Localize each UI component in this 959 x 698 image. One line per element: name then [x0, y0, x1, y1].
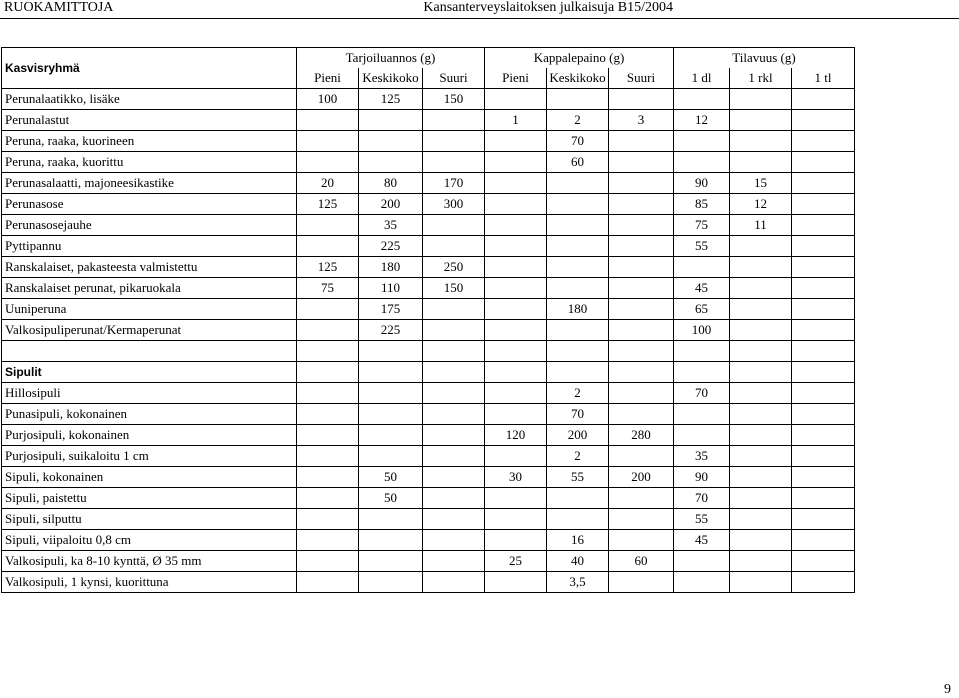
value-cell: 200: [547, 425, 609, 446]
subheader-cell: 1 rkl: [730, 68, 792, 89]
value-cell: [423, 467, 485, 488]
value-cell: [792, 572, 855, 593]
empty-cell: [297, 341, 359, 362]
value-cell: 3,5: [547, 572, 609, 593]
value-cell: 20: [297, 173, 359, 194]
row-name: Perunasosejauhe: [2, 215, 297, 236]
value-cell: [609, 89, 674, 110]
row-name: Perunalastut: [2, 110, 297, 131]
value-cell: 15: [730, 173, 792, 194]
value-cell: [792, 110, 855, 131]
row-name: Perunasose: [2, 194, 297, 215]
value-cell: [423, 572, 485, 593]
table-row: [2, 110, 855, 131]
value-cell: 50: [359, 467, 423, 488]
value-cell: [730, 425, 792, 446]
value-cell: 30: [485, 467, 547, 488]
value-cell: 200: [609, 467, 674, 488]
value-cell: [792, 236, 855, 257]
value-cell: [423, 488, 485, 509]
table-row: [2, 215, 855, 236]
measures-table: [1, 47, 855, 593]
row-name: Purjosipuli, suikaloitu 1 cm: [2, 446, 297, 467]
value-cell: 225: [359, 236, 423, 257]
value-cell: [730, 488, 792, 509]
row-name: Valkosipuliperunat/Kermaperunat: [2, 320, 297, 341]
value-cell: 25: [485, 551, 547, 572]
value-cell: [297, 152, 359, 173]
category-header: Kasvisryhmä: [2, 48, 297, 89]
section-row: [2, 362, 855, 383]
value-cell: [297, 425, 359, 446]
running-header-left: RUOKAMITTOJA: [4, 0, 114, 15]
table-row: [2, 572, 855, 593]
value-cell: 55: [674, 509, 730, 530]
value-cell: [359, 509, 423, 530]
value-cell: [485, 131, 547, 152]
value-cell: [423, 425, 485, 446]
empty-cell: [547, 341, 609, 362]
value-cell: [609, 194, 674, 215]
value-cell: [547, 194, 609, 215]
row-name: Perunasalaatti, majoneesikastike: [2, 173, 297, 194]
value-cell: [359, 131, 423, 152]
value-cell: 70: [547, 404, 609, 425]
value-cell: 250: [423, 257, 485, 278]
value-cell: [359, 530, 423, 551]
value-cell: [547, 89, 609, 110]
value-cell: [730, 467, 792, 488]
value-cell: [485, 299, 547, 320]
section-title: Sipulit: [2, 362, 297, 383]
value-cell: [423, 446, 485, 467]
value-cell: 55: [674, 236, 730, 257]
group-header-serving: Tarjoiluannos (g): [297, 48, 485, 69]
value-cell: [297, 467, 359, 488]
value-cell: 11: [730, 215, 792, 236]
value-cell: [609, 488, 674, 509]
value-cell: 90: [674, 467, 730, 488]
value-cell: 12: [730, 194, 792, 215]
value-cell: [792, 299, 855, 320]
value-cell: 150: [423, 89, 485, 110]
value-cell: [792, 194, 855, 215]
value-cell: 2: [547, 446, 609, 467]
value-cell: [674, 404, 730, 425]
table-row: [2, 131, 855, 152]
value-cell: [730, 530, 792, 551]
value-cell: [730, 152, 792, 173]
value-cell: [485, 194, 547, 215]
value-cell: [730, 257, 792, 278]
value-cell: [423, 530, 485, 551]
value-cell: [730, 131, 792, 152]
value-cell: [609, 152, 674, 173]
value-cell: [674, 89, 730, 110]
table-row: [2, 89, 855, 110]
value-cell: [792, 446, 855, 467]
value-cell: [609, 236, 674, 257]
value-cell: [297, 236, 359, 257]
subheader-cell: Suuri: [609, 68, 674, 89]
value-cell: 200: [359, 194, 423, 215]
value-cell: [792, 257, 855, 278]
value-cell: [609, 278, 674, 299]
value-cell: 180: [547, 299, 609, 320]
value-cell: [792, 173, 855, 194]
value-cell: [547, 257, 609, 278]
table-row: [2, 152, 855, 173]
value-cell: 225: [359, 320, 423, 341]
value-cell: [674, 572, 730, 593]
value-cell: [297, 299, 359, 320]
empty-cell: [423, 362, 485, 383]
spacer-row: [2, 341, 855, 362]
header-rule: [0, 18, 959, 19]
value-cell: [792, 530, 855, 551]
value-cell: [792, 215, 855, 236]
value-cell: [609, 257, 674, 278]
value-cell: [609, 173, 674, 194]
value-cell: 1: [485, 110, 547, 131]
value-cell: [730, 446, 792, 467]
value-cell: [485, 509, 547, 530]
value-cell: 70: [674, 488, 730, 509]
empty-cell: [674, 341, 730, 362]
value-cell: [423, 299, 485, 320]
value-cell: [485, 257, 547, 278]
table-row: [2, 173, 855, 194]
value-cell: [547, 173, 609, 194]
value-cell: [485, 278, 547, 299]
value-cell: [609, 404, 674, 425]
value-cell: [485, 383, 547, 404]
value-cell: [359, 152, 423, 173]
value-cell: [423, 236, 485, 257]
empty-cell: [609, 341, 674, 362]
row-name: Ranskalaiset perunat, pikaruokala: [2, 278, 297, 299]
row-name: Pyttipannu: [2, 236, 297, 257]
empty-cell: [485, 341, 547, 362]
group-header-piece: Kappalepaino (g): [485, 48, 674, 69]
value-cell: 60: [547, 152, 609, 173]
value-cell: [359, 110, 423, 131]
value-cell: 3: [609, 110, 674, 131]
value-cell: [609, 131, 674, 152]
table-row: [2, 320, 855, 341]
value-cell: [792, 488, 855, 509]
value-cell: [359, 446, 423, 467]
value-cell: [485, 446, 547, 467]
row-name: Perunalaatikko, lisäke: [2, 89, 297, 110]
value-cell: [423, 152, 485, 173]
value-cell: [730, 404, 792, 425]
value-cell: 65: [674, 299, 730, 320]
empty-cell: [730, 341, 792, 362]
value-cell: 100: [297, 89, 359, 110]
value-cell: 120: [485, 425, 547, 446]
value-cell: 35: [359, 215, 423, 236]
page-number: 9: [944, 682, 951, 697]
table-row: [2, 404, 855, 425]
empty-cell: [792, 362, 855, 383]
running-header-right: Kansanterveyslaitoksen julkaisuja B15/2004: [423, 0, 673, 15]
value-cell: [730, 110, 792, 131]
row-name: Sipuli, silputtu: [2, 509, 297, 530]
row-name: Punasipuli, kokonainen: [2, 404, 297, 425]
value-cell: 16: [547, 530, 609, 551]
value-cell: 125: [359, 89, 423, 110]
value-cell: [792, 425, 855, 446]
value-cell: [674, 152, 730, 173]
row-name: Peruna, raaka, kuorineen: [2, 131, 297, 152]
value-cell: [423, 551, 485, 572]
value-cell: [423, 215, 485, 236]
value-cell: 70: [674, 383, 730, 404]
value-cell: [792, 131, 855, 152]
value-cell: 180: [359, 257, 423, 278]
value-cell: 70: [547, 131, 609, 152]
value-cell: [297, 131, 359, 152]
value-cell: [674, 425, 730, 446]
value-cell: [792, 404, 855, 425]
table-row: [2, 530, 855, 551]
value-cell: [792, 320, 855, 341]
value-cell: 2: [547, 110, 609, 131]
value-cell: [485, 236, 547, 257]
table-row: [2, 257, 855, 278]
value-cell: [674, 257, 730, 278]
value-cell: 60: [609, 551, 674, 572]
row-name: Peruna, raaka, kuorittu: [2, 152, 297, 173]
value-cell: 55: [547, 467, 609, 488]
value-cell: 100: [674, 320, 730, 341]
row-name: Sipuli, paistettu: [2, 488, 297, 509]
value-cell: [609, 446, 674, 467]
empty-cell: [730, 362, 792, 383]
value-cell: [297, 110, 359, 131]
value-cell: [359, 425, 423, 446]
value-cell: [423, 110, 485, 131]
table-row: [2, 383, 855, 404]
table-row: [2, 194, 855, 215]
value-cell: [730, 551, 792, 572]
value-cell: 85: [674, 194, 730, 215]
value-cell: [359, 572, 423, 593]
value-cell: 75: [674, 215, 730, 236]
value-cell: 45: [674, 278, 730, 299]
value-cell: [297, 446, 359, 467]
empty-cell: [359, 341, 423, 362]
value-cell: [609, 572, 674, 593]
row-name: Valkosipuli, ka 8-10 kynttä, Ø 35 mm: [2, 551, 297, 572]
value-cell: [485, 320, 547, 341]
value-cell: [792, 278, 855, 299]
value-cell: [423, 404, 485, 425]
subheader-cell: Keskikoko: [547, 68, 609, 89]
value-cell: [359, 551, 423, 572]
value-cell: [359, 383, 423, 404]
value-cell: 175: [359, 299, 423, 320]
value-cell: [609, 509, 674, 530]
value-cell: [730, 278, 792, 299]
value-cell: 150: [423, 278, 485, 299]
value-cell: [485, 404, 547, 425]
row-name: Hillosipuli: [2, 383, 297, 404]
value-cell: [297, 383, 359, 404]
table-row: [2, 509, 855, 530]
value-cell: [730, 572, 792, 593]
value-cell: [297, 509, 359, 530]
value-cell: [297, 404, 359, 425]
value-cell: [485, 89, 547, 110]
value-cell: 125: [297, 257, 359, 278]
value-cell: [485, 572, 547, 593]
subheader-cell: 1 dl: [674, 68, 730, 89]
row-name: Sipuli, kokonainen: [2, 467, 297, 488]
empty-cell: [485, 362, 547, 383]
value-cell: 90: [674, 173, 730, 194]
table-row: [2, 446, 855, 467]
table-row: [2, 551, 855, 572]
row-name: Valkosipuli, 1 kynsi, kuorittuna: [2, 572, 297, 593]
empty-cell: [297, 362, 359, 383]
value-cell: [792, 152, 855, 173]
table-row: [2, 488, 855, 509]
value-cell: [485, 152, 547, 173]
table-row: [2, 467, 855, 488]
empty-cell: [609, 362, 674, 383]
value-cell: [730, 89, 792, 110]
value-cell: [423, 509, 485, 530]
value-cell: [792, 509, 855, 530]
value-cell: 12: [674, 110, 730, 131]
empty-cell: [547, 362, 609, 383]
value-cell: [547, 488, 609, 509]
value-cell: [609, 299, 674, 320]
value-cell: [485, 530, 547, 551]
empty-cell: [423, 341, 485, 362]
value-cell: 50: [359, 488, 423, 509]
value-cell: [730, 320, 792, 341]
value-cell: [792, 89, 855, 110]
value-cell: [674, 131, 730, 152]
value-cell: [547, 509, 609, 530]
empty-cell: [674, 362, 730, 383]
value-cell: [609, 530, 674, 551]
value-cell: [485, 173, 547, 194]
value-cell: [423, 320, 485, 341]
row-name: Ranskalaiset, pakasteesta valmistettu: [2, 257, 297, 278]
subheader-cell: Pieni: [297, 68, 359, 89]
subheader-cell: 1 tl: [792, 68, 855, 89]
row-name: Sipuli, viipaloitu 0,8 cm: [2, 530, 297, 551]
value-cell: 80: [359, 173, 423, 194]
value-cell: [730, 236, 792, 257]
value-cell: [547, 278, 609, 299]
value-cell: [730, 299, 792, 320]
subheader-cell: Keskikoko: [359, 68, 423, 89]
value-cell: [609, 320, 674, 341]
value-cell: [730, 383, 792, 404]
value-cell: [547, 320, 609, 341]
table-row: [2, 425, 855, 446]
row-name: Purjosipuli, kokonainen: [2, 425, 297, 446]
value-cell: [609, 383, 674, 404]
value-cell: [609, 215, 674, 236]
value-cell: [297, 488, 359, 509]
value-cell: 125: [297, 194, 359, 215]
value-cell: 110: [359, 278, 423, 299]
table-row: [2, 299, 855, 320]
value-cell: 45: [674, 530, 730, 551]
value-cell: [792, 383, 855, 404]
value-cell: 40: [547, 551, 609, 572]
subheader-cell: Suuri: [423, 68, 485, 89]
group-header-volume: Tilavuus (g): [674, 48, 855, 69]
table-row: [2, 236, 855, 257]
table-row: [2, 278, 855, 299]
empty-cell: [2, 341, 297, 362]
value-cell: [359, 404, 423, 425]
value-cell: [297, 551, 359, 572]
value-cell: [423, 131, 485, 152]
value-cell: [792, 467, 855, 488]
value-cell: [485, 215, 547, 236]
value-cell: [547, 215, 609, 236]
value-cell: [674, 551, 730, 572]
value-cell: [297, 320, 359, 341]
value-cell: [423, 383, 485, 404]
value-cell: 2: [547, 383, 609, 404]
value-cell: 35: [674, 446, 730, 467]
value-cell: [485, 488, 547, 509]
value-cell: 75: [297, 278, 359, 299]
value-cell: [297, 572, 359, 593]
value-cell: [297, 215, 359, 236]
value-cell: 280: [609, 425, 674, 446]
row-name: Uuniperuna: [2, 299, 297, 320]
value-cell: [547, 236, 609, 257]
empty-cell: [792, 341, 855, 362]
value-cell: 300: [423, 194, 485, 215]
empty-cell: [359, 362, 423, 383]
value-cell: [297, 530, 359, 551]
value-cell: [792, 551, 855, 572]
subheader-cell: Pieni: [485, 68, 547, 89]
value-cell: [730, 509, 792, 530]
value-cell: 170: [423, 173, 485, 194]
